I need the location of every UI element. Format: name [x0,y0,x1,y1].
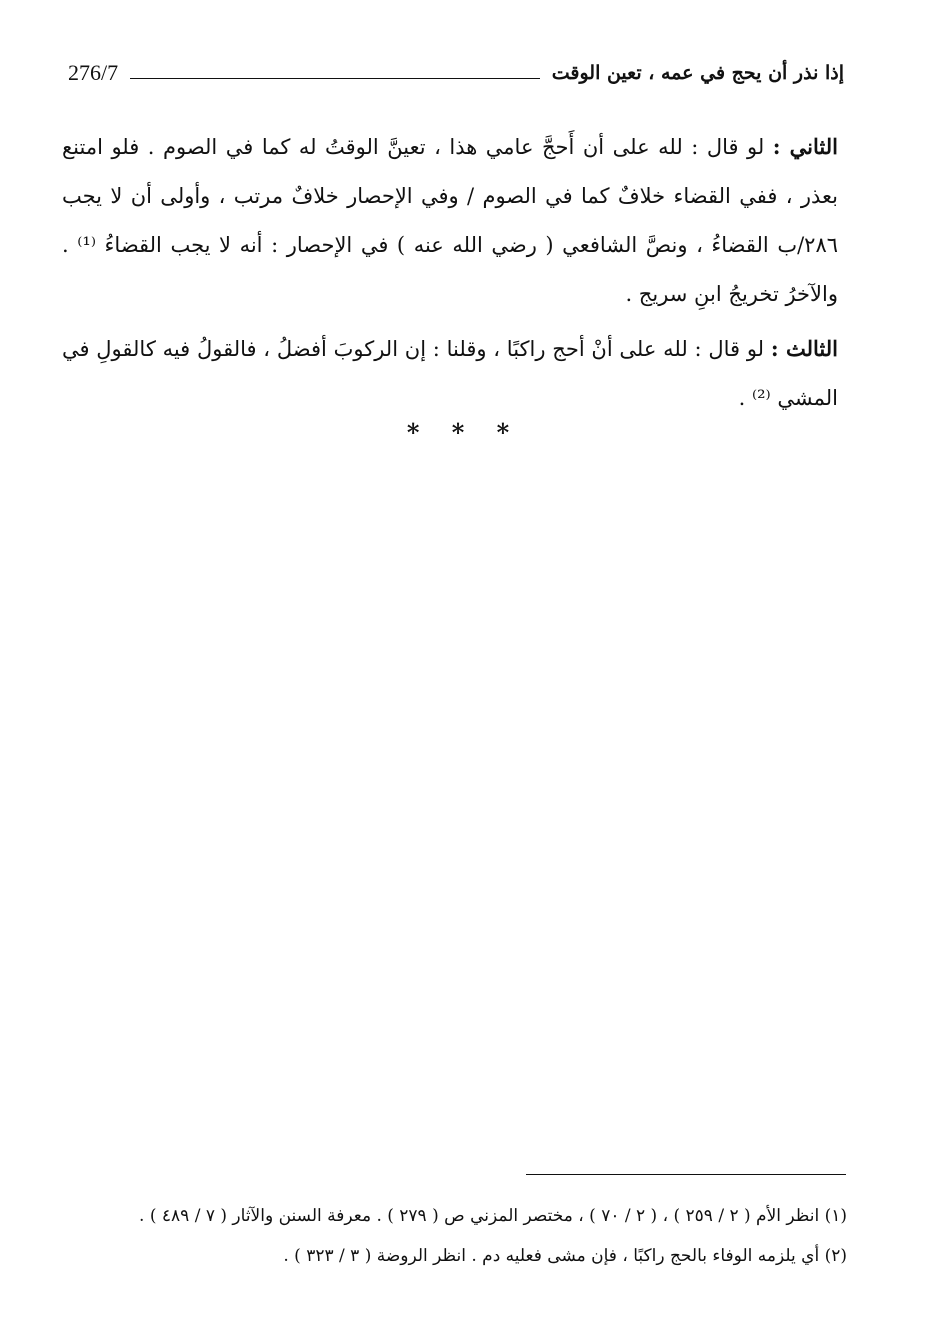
paragraph-third [62,324,838,423]
running-header [68,56,844,90]
footnotes [62,1196,847,1276]
main-text [62,122,838,423]
footnote-rule [526,1174,846,1175]
page-number: 276/7 [68,60,119,85]
paragraph-body: لو قال : لله على أنْ أحج راكبًا ، وقلنا : إن الركوبَ أفضلُ ، فالقولُ فيه كالقولِ في المشي ⁽²⁾ . [62,337,838,410]
footnote-1: (١) انظر الأم ( ٢ / ٢٥٩ ) ، ( ٢ / ٧٠ ) ، مختصر المزني ص ( ٢٧٩ ) . معرفة السنن والآثار ( ٧ / ٤٨٩ ) . [139,1206,847,1226]
footnote-2: (٢) أي يلزمه الوفاء بالحج راكبًا ، فإن مشى فعليه دم . انظر الروضة ( ٣ / ٣٢٣ ) . [283,1246,847,1266]
header-rule [130,78,540,79]
paragraph-body: لو قال : لله على أن أَحجَّ عامي هذا ، تعينَّ الوقتُ له كما في الصوم . فلو امتنع بعذر ، ففي القضاء خلافٌ كما في الصوم / وفي الإحصار خلافٌ مرتب ، وأولى أن لا يجب ٢٨٦/ب القضاءُ ، ونصَّ الشافعي ( رضي الله عنه ) في الإحصار : أنه لا يجب القضاءُ ⁽¹⁾ . والآخرُ تخريجُ ابنِ سريج . [62,135,839,306]
running-title: إذا نذر أن يحج في عمه ، تعين الوقت [551,62,844,84]
paragraph-lead: الثالث : [770,336,838,361]
paragraph-second [62,122,838,319]
section-separator: * * * [406,418,522,447]
paragraph-lead: الثاني : [772,134,838,159]
